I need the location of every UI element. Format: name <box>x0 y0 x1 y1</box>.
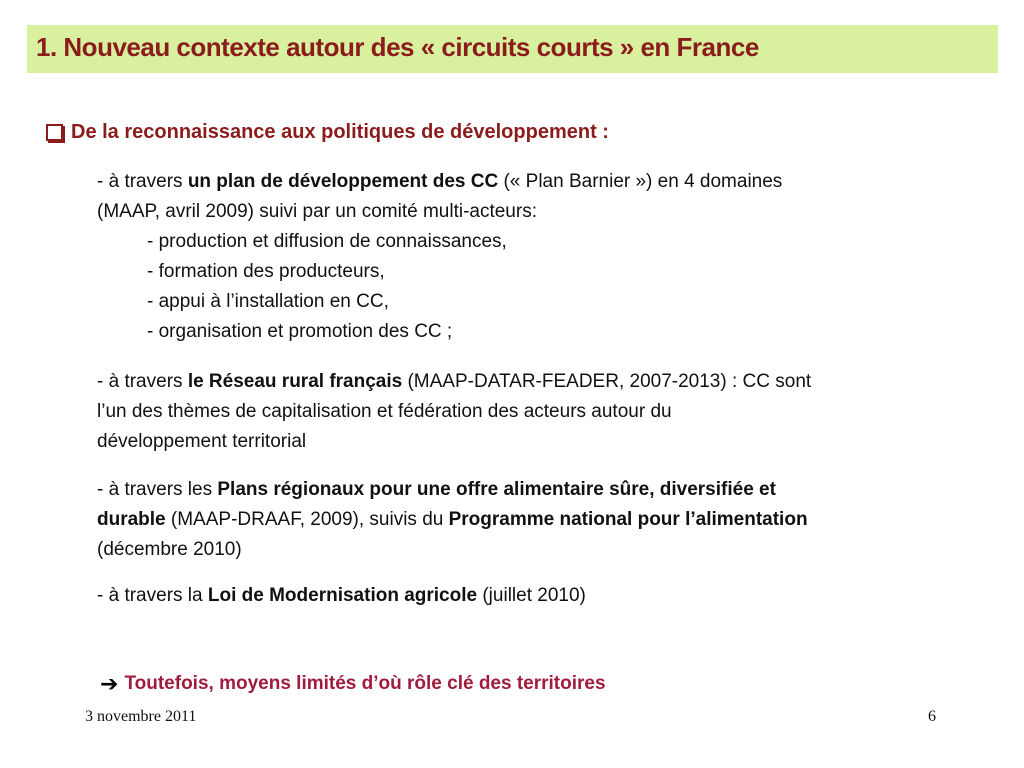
item2-post: (MAAP-DATAR-FEADER, 2007-2013) : CC sont <box>402 371 812 392</box>
item1-pre: - à travers <box>97 171 188 192</box>
item4-post: (juillet 2010) <box>477 585 586 606</box>
subitem-formation: - formation des producteurs, <box>147 261 385 282</box>
item3-line3: (décembre 2010) <box>97 539 242 560</box>
item-plan-barnier <box>97 167 782 347</box>
item3-bold1b: durable <box>97 509 166 530</box>
item-plans-regionaux <box>97 475 808 565</box>
conclusion-row <box>100 673 606 695</box>
item-loi-modernisation <box>97 581 586 611</box>
item2-pre: - à travers <box>97 371 188 392</box>
footer-date: 3 novembre 2011 <box>85 708 197 725</box>
slide-title: 1. Nouveau contexte autour des « circuits courts » en France <box>36 32 759 62</box>
subitem-organisation: - organisation et promotion des CC ; <box>147 321 453 342</box>
arrow-right-icon: ➔ <box>100 671 119 696</box>
section-heading <box>46 121 609 144</box>
item4-bold: Loi de Modernisation agricole <box>207 585 478 606</box>
conclusion-text: Toutefois, moyens limités d’où rôle clé des territoires <box>124 673 606 694</box>
item1-line2: (MAAP, avril 2009) suivi par un comité multi-acteurs: <box>97 201 537 222</box>
item1-bold: un plan de développement des CC <box>187 171 499 192</box>
subitem-production: - production et diffusion de connaissances, <box>147 231 507 252</box>
item2-bold: le Réseau rural français <box>187 371 403 392</box>
page-number: 6 <box>928 708 936 725</box>
checkbox-bullet-icon <box>46 124 63 141</box>
subitem-installation: - appui à l’installation en CC, <box>147 291 389 312</box>
item3-pre: - à travers les <box>97 479 218 500</box>
item2-line3: développement territorial <box>97 431 307 452</box>
item1-post: (« Plan Barnier ») en 4 domaines <box>498 171 783 192</box>
item3-mid: (MAAP-DRAAF, 2009), suivis du <box>165 509 449 530</box>
item2-line2: l’un des thèmes de capitalisation et fédération des acteurs autour du <box>97 401 672 422</box>
item-reseau-rural <box>97 367 811 457</box>
item3-bold1: Plans régionaux pour une offre alimentaire sûre, diversifiée et <box>217 479 776 500</box>
item4-pre: - à travers la <box>97 585 208 606</box>
item3-bold2: Programme national pour l’alimentation <box>448 509 808 530</box>
section-heading-text: De la reconnaissance aux politiques de développement : <box>71 121 609 143</box>
